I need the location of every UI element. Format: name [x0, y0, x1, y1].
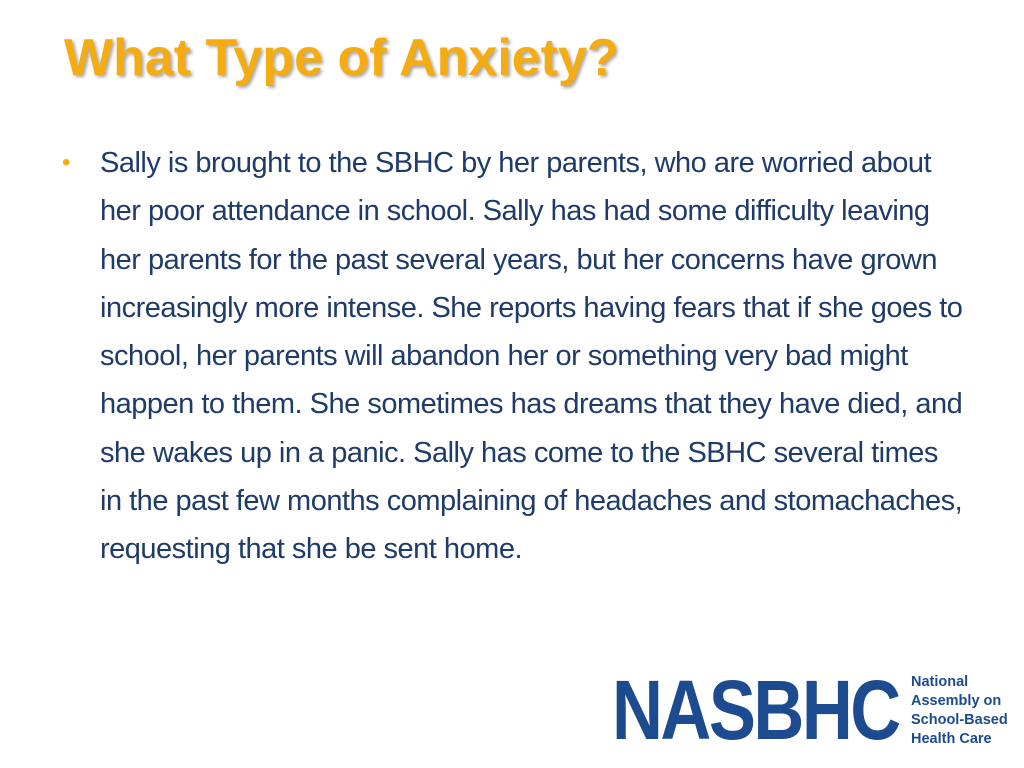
slide-title: What Type of Anxiety? — [64, 29, 619, 87]
nasbhc-logo — [612, 663, 1012, 757]
logo-tagline — [911, 673, 1008, 749]
bullet-item — [62, 139, 967, 574]
bullet-icon: • — [62, 149, 70, 176]
logo-tagline-line: School-Based — [911, 712, 1008, 728]
bullet-list — [62, 139, 967, 574]
logo-tagline-line: Assembly on — [911, 693, 1002, 709]
logo-tagline-line: Health Care — [911, 731, 992, 747]
logo-tagline-line: National — [911, 674, 969, 690]
bullet-text: Sally is brought to the SBHC by her parents, who are worried about her poor attendance in school. Sally has had some difficulty leaving her parents for the past several years, but her concerns have grown increasingly more intense. She reports having fears that if she goes to school, her parents will abandon her or something very bad might happen to them. She sometimes has dreams that they have died, and she wakes up in a panic. Sally has come to the SBHC several times in the past few months complaining of headaches and stomachaches, requesting that she be sent home. — [100, 147, 963, 566]
logo-wordmark: NASBHC — [612, 663, 899, 757]
